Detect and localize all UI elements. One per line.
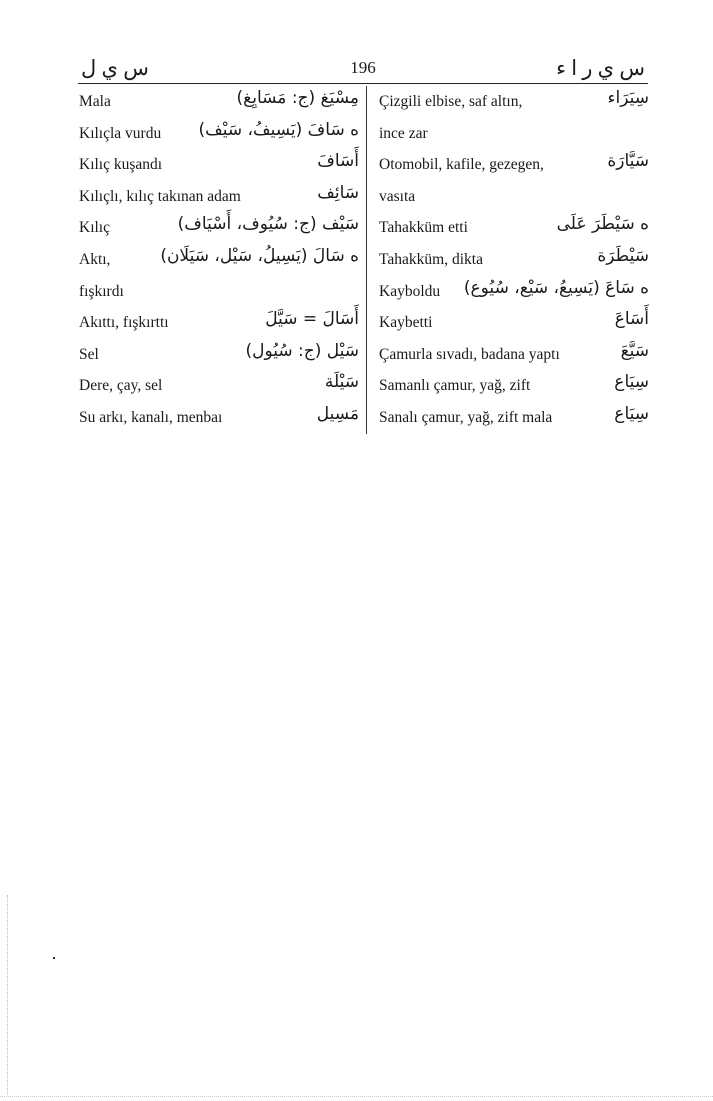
entry (79, 149, 359, 181)
entry (379, 118, 649, 150)
entry (79, 118, 359, 150)
entry-turkish: vasıta (379, 187, 416, 205)
entry-turkish: Kılıç (79, 219, 110, 237)
scan-speck (53, 957, 55, 959)
entry (379, 276, 649, 308)
entry-turkish: Aktı, (79, 250, 111, 268)
entry (379, 370, 649, 402)
entry-turkish: fışkırdı (79, 282, 124, 300)
entry-turkish: Çizgili elbise, saf altın, (379, 93, 523, 110)
entry-turkish: Otomobil, kafile, gezegen, (379, 156, 544, 174)
entry-arabic: أَسَاعَ (614, 309, 649, 330)
entry-arabic: سِيَاع (614, 372, 649, 393)
entry-turkish: ince zar (379, 124, 428, 142)
page-number: 196 (350, 58, 376, 77)
entry (79, 181, 359, 213)
entry-arabic: سَيْف (ج: سُيُوف، أَسْيَاف) (177, 214, 359, 235)
entry-arabic: أَسَالَ = سَيَّلَ (265, 309, 359, 330)
left-column (79, 86, 359, 434)
entry-turkish: Tahakküm, dikta (379, 250, 483, 268)
entry-arabic: سَيْطَرَة (597, 245, 649, 266)
entry (79, 212, 359, 244)
entry (79, 370, 359, 402)
entry-turkish: Dere, çay, sel (79, 377, 163, 395)
entry-turkish: Sel (79, 345, 99, 363)
entry-turkish: Sanalı çamur, yağ, zift mala (379, 408, 553, 426)
entry-arabic: أَسَافَ (317, 151, 359, 172)
entry-arabic: ه سَيْطَرَ عَلَى (556, 214, 649, 235)
entry-turkish: Mala (79, 93, 111, 110)
column-divider (366, 86, 367, 434)
entry (79, 244, 359, 276)
entry-turkish: Kaybetti (379, 314, 433, 332)
header-left-root: س ي ل (81, 56, 149, 80)
entry-arabic: سِيَاع (614, 403, 649, 424)
scan-edge-marks (7, 895, 18, 1095)
entry-arabic: مَسِيل (316, 403, 359, 424)
entry (379, 212, 649, 244)
entry (379, 149, 649, 181)
entry-arabic: سِيَرَاء (607, 88, 649, 108)
entry-arabic: سَيَّارَة (607, 151, 649, 172)
right-column (379, 86, 649, 434)
entry-turkish: Kılıçlı, kılıç takınan adam (79, 187, 241, 205)
entry (379, 307, 649, 339)
entry-arabic: سَيَّعَ (620, 340, 649, 361)
entry-turkish: Kayboldu (379, 282, 441, 300)
entry-arabic: سَيْل (ج: سُيُول) (245, 340, 359, 361)
entry-arabic: مِسْيَغ (ج: مَسَايِغ) (236, 88, 359, 108)
entry (379, 181, 649, 213)
entry-turkish: Su arkı, kanalı, menbaı (79, 408, 223, 426)
entry (79, 402, 359, 434)
header-right-root: س ي ر ا ء (556, 56, 645, 80)
entry (79, 307, 359, 339)
entry (79, 339, 359, 371)
header-rule (78, 83, 648, 84)
entry-arabic: سَائِف (317, 182, 359, 203)
entry-arabic: ه سَاعَ (يَسِيعُ، سَيْع، سُيُوع) (463, 277, 649, 298)
page-header (79, 54, 647, 84)
entry (379, 244, 649, 276)
scan-bottom-edge (0, 1096, 713, 1097)
entry-arabic: ه سَالَ (يَسِيلُ، سَيْل، سَيَلَان) (160, 245, 359, 266)
entry (79, 276, 359, 308)
entry-turkish: Çamurla sıvadı, badana yaptı (379, 345, 560, 363)
entry-turkish: Akıttı, fışkırttı (79, 314, 169, 332)
entry (379, 339, 649, 371)
entry (379, 86, 649, 118)
entry (79, 86, 359, 118)
entry-turkish: Tahakküm etti (379, 219, 468, 237)
entry-turkish: Samanlı çamur, yağ, zift (379, 377, 531, 395)
entry-turkish: Kılıç kuşandı (79, 156, 163, 174)
entry-arabic: ه سَافَ (يَسِيفُ، سَيْف) (198, 119, 359, 140)
entry-arabic: سَيْلَة (324, 372, 359, 393)
entry (379, 402, 649, 434)
entry-turkish: Kılıçla vurdu (79, 124, 162, 142)
